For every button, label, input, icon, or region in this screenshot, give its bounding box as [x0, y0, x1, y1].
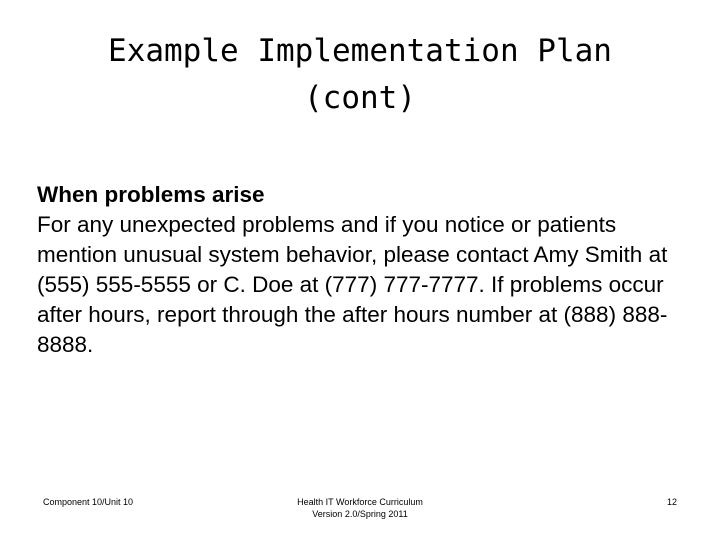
- slide-title: [40, 28, 680, 122]
- section-heading: When problems arise: [37, 182, 265, 207]
- slide-body: [37, 180, 697, 360]
- page-number: 12: [666, 497, 677, 507]
- body-paragraph: For any unexpected problems and if you notice or patients mention unusual system behavior, please contact Amy Smith at (555) 555-5555 or C. Doe at (777) 777-7777. If problems occur after hours, report through the after hours number at (888) 888-8888.: [37, 212, 668, 357]
- footer-curriculum-info: [260, 496, 460, 520]
- footer-curriculum-line1: Health IT Workforce Curriculum: [297, 497, 423, 507]
- footer-curriculum-line2: Version 2.0/Spring 2011: [312, 509, 408, 519]
- slide-title-line1: Example Implementation Plan: [108, 33, 612, 69]
- slide-title-line2: (cont): [304, 80, 416, 116]
- footer-component-label: Component 10/Unit 10: [43, 497, 134, 507]
